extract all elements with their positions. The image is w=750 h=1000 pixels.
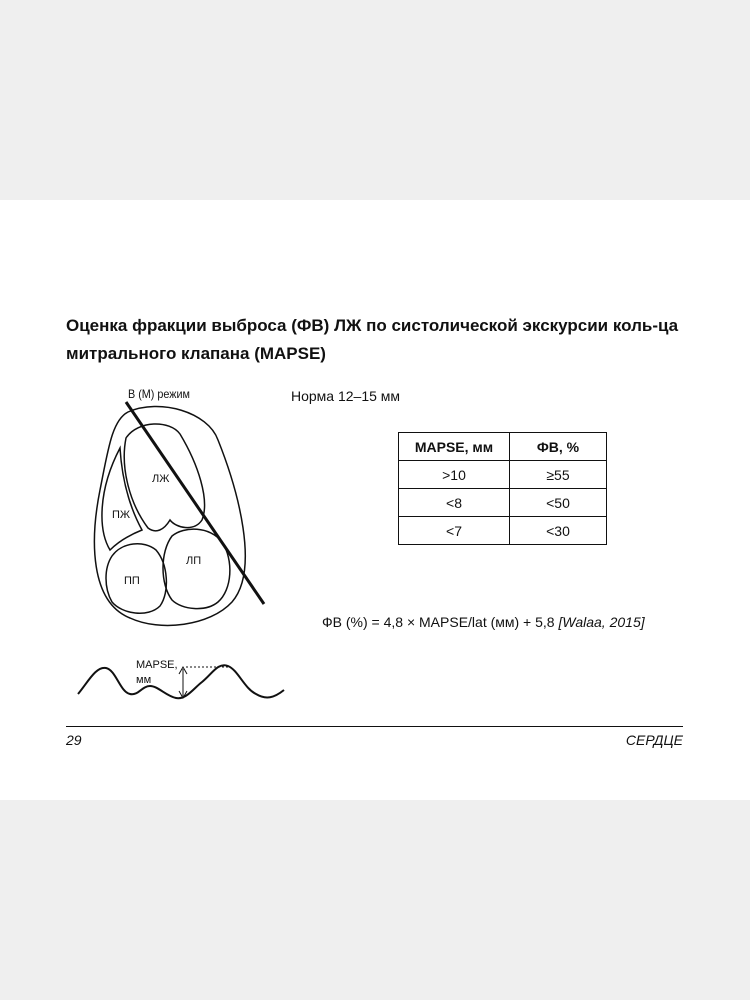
m-mode-wave-diagram [70, 652, 290, 712]
m-mode-cursor-line [126, 402, 264, 604]
right-ventricle [102, 448, 142, 550]
book-page [0, 200, 750, 800]
mapse-label-line1: MAPSE, [136, 659, 178, 671]
table-cell: <8 [399, 489, 510, 517]
mapse-table [398, 432, 607, 545]
table-cell: <50 [510, 489, 607, 517]
table-cell: <30 [510, 517, 607, 545]
ef-formula [322, 614, 645, 630]
table-row [399, 461, 607, 489]
m-mode-label: В (М) режим [128, 387, 190, 401]
table-header-ef: ФВ, % [510, 433, 607, 461]
formula-citation: [Walaa, 2015] [558, 614, 645, 630]
section-name: СЕРДЦЕ [625, 732, 683, 748]
table-cell: >10 [399, 461, 510, 489]
label-la: ЛП [186, 555, 202, 567]
label-lv: ЛЖ [152, 473, 170, 485]
page-number: 29 [66, 732, 82, 748]
table-row [399, 489, 607, 517]
table-cell: <7 [399, 517, 510, 545]
footer-divider [66, 726, 683, 727]
label-ra: ПП [124, 575, 140, 587]
mapse-measure-label [136, 658, 178, 688]
mapse-label-line2: мм [136, 674, 152, 686]
page-title: Оценка фракции выброса (ФВ) ЛЖ по систолической экскурсии коль-ца митрального клапана (MAPSE) [66, 316, 679, 363]
label-rv: ПЖ [112, 509, 131, 521]
table-cell: ≥55 [510, 461, 607, 489]
formula-main: ФВ (%) = 4,8 × MAPSE/lat (мм) + 5,8 [322, 614, 555, 630]
table-header-mapse: MAPSE, мм [399, 433, 510, 461]
table-row [399, 517, 607, 545]
heart-four-chamber-diagram [60, 380, 280, 650]
table-header-row [399, 433, 607, 461]
norm-text: Норма 12–15 мм [291, 388, 401, 404]
